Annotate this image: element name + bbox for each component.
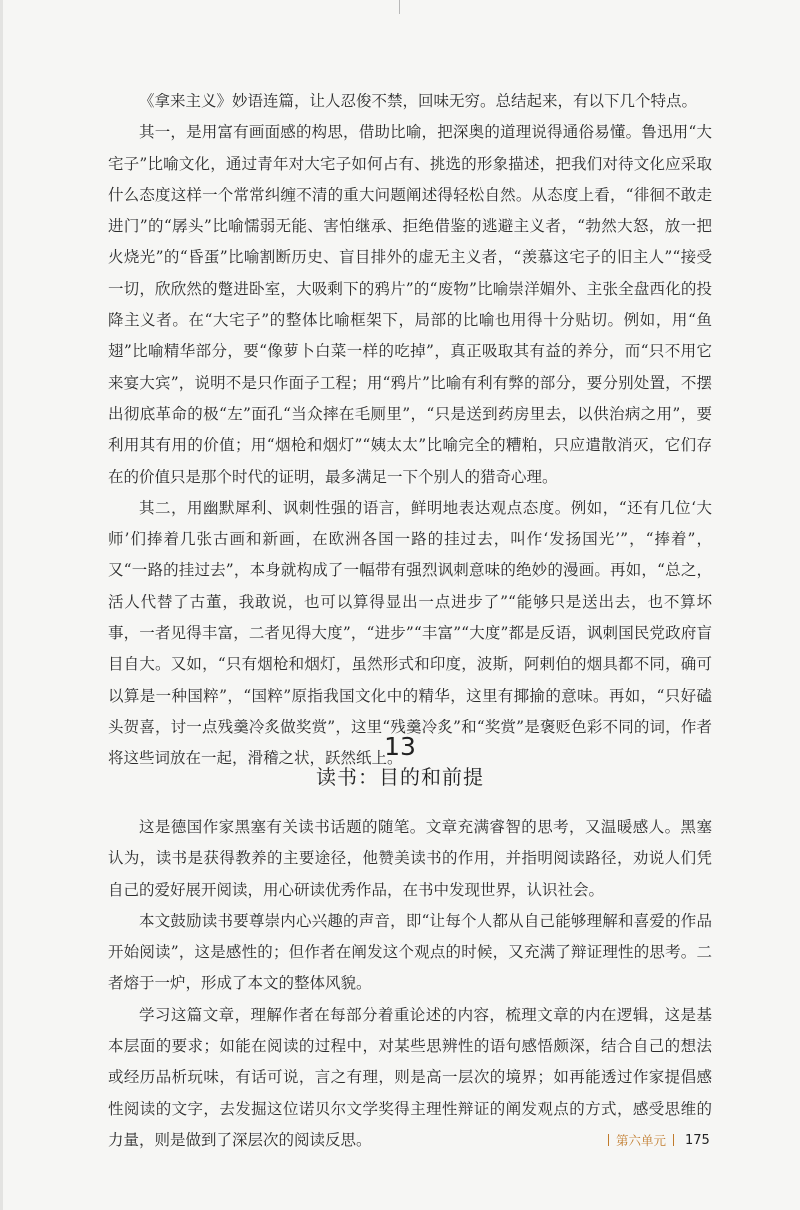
paragraph: 其二，用幽默犀利、讽刺性强的语言，鲜明地表达观点态度。例如，“还有几位‘大师’们捧着几张古画和新画，在欧洲各国一路的挂过去，叫作‘发扬国光’”，“捧着”，又“一路的挂过去”，本身就构成了一幅带有强烈讽刺意味的绝妙的漫画。再如，“总之，活人代替了古董，我敢说，也可以算得显出一点进步了”“能够只是送出去，也不算坏事，一者见得丰富，二者见得大度”，“进步”“丰富”“大度”都是反语，讽刺国民党政府盲目自大。又如，“只有烟枪和烟灯，虽然形式和印度，波斯，阿剌伯的烟具都不同，确可以算是一种国粹”，“国粹”原指我国文化中的精华，这里有揶揄的意味。再如，“只好磕头贺喜，讨一点残羹冷炙做奖赏”，这里“残羹冷炙”和“奖赏”是褒贬色彩不同的词，作者将这些词放在一起，滑稽之状，跃然纸上。	[108, 498, 712, 768]
paragraph: 《拿来主义》妙语连篇，让人忍俊不禁，回味无穷。总结起来，有以下几个特点。	[139, 92, 698, 110]
unit-label: 第六单元	[616, 1133, 667, 1148]
page-edge	[0, 0, 3, 1210]
footer-divider	[673, 1134, 674, 1146]
footer-divider	[608, 1134, 609, 1146]
section-title: 读书：目的和前提	[316, 765, 484, 789]
commentary-lalai-zhuyi	[108, 86, 712, 775]
paragraph: 本文鼓励读书要尊崇内心兴趣的声音，即“让每个人都从自己能够理解和喜爱的作品开始阅读”，这是感性的；但作者在阐发这个观点的时候，又充满了辩证理性的思考。二者熔于一炉，形成了本文的整体风貌。	[108, 911, 712, 993]
section-number: 13	[384, 732, 416, 761]
page-number: 175	[685, 1132, 710, 1148]
lesson-introduction	[108, 812, 712, 1156]
page-footer	[608, 1130, 710, 1150]
paragraph: 学习这篇文章，理解作者在每部分着重论述的内容，梳理文章的内在逻辑，这是基本层面的要求；如能在阅读的过程中，对某些思辨性的语句感悟颇深，结合自己的想法或经历品析玩味，有话可说，言之有理，则是高一层次的境界；如再能透过作家提倡感性阅读的文字，去发掘这位诺贝尔文学奖得主理性辩证的阐发观点的方式，感受思维的力量，则是做到了深层次的阅读反思。	[108, 1005, 712, 1149]
top-crop-mark	[399, 0, 400, 14]
paragraph: 其一，是用富有画面感的构思，借助比喻，把深奥的道理说得通俗易懂。鲁迅用“大宅子”比喻文化，通过青年对大宅子如何占有、挑选的形象描述，把我们对待文化应采取什么态度这样一个常常纠缠不清的重大问题阐述得轻松自然。从态度上看，“徘徊不敢走进门”的“孱头”比喻懦弱无能、害怕继承、拒绝借鉴的逃避主义者，“勃然大怒，放一把火烧光”的“昏蛋”比喻割断历史、盲目排外的虚无主义者，“羡慕这宅子的旧主人”“接受一切，欣欣然的蹩进卧室，大吸剩下的鸦片”的“废物”比喻崇洋媚外、主张全盘西化的投降主义者。在“大宅子”的整体比喻框架下，局部的比喻也用得十分贴切。例如，用“鱼翅”比喻精华部分，要“像萝卜白菜一样的吃掉”，真正吸取其有益的养分，而“只不用它来宴大宾”，说明不是只作面子工程；用“鸦片”比喻有利有弊的部分，要分别处置，不摆出彻底革命的极“左”面孔“当众摔在毛厕里”，“只是送到药房里去，以供治病之用”，要利用其有用的价值；用“烟枪和烟灯”“姨太太”比喻完全的糟粕，只应遣散消灭，它们存在的价值只是那个时代的证明，最多满足一下个别人的猎奇心理。	[108, 123, 712, 486]
paragraph: 这是德国作家黑塞有关读书话题的随笔。文章充满睿智的思考，又温暖感人。黑塞认为，读书是获得教养的主要途径，他赞美读书的作用，并指明阅读路径，劝说人们凭自己的爱好展开阅读，用心研读优秀作品，在书中发现世界，认识社会。	[108, 818, 712, 899]
